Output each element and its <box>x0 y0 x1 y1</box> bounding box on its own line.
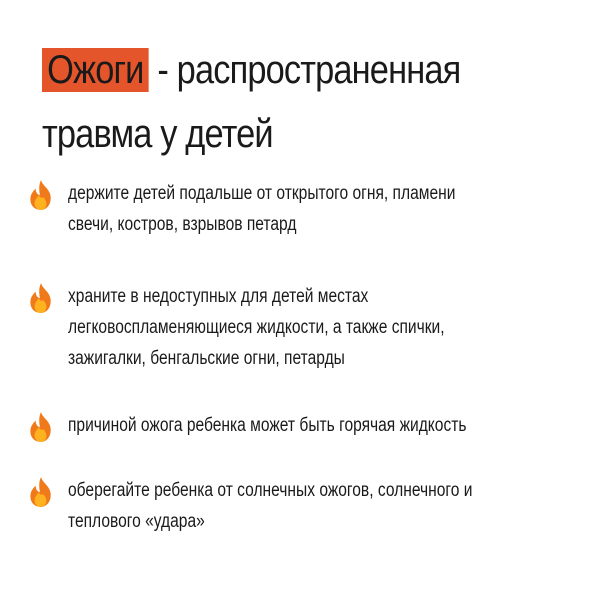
bullet-line: зажигалки, бенгальские огни, петарды <box>68 348 345 369</box>
fire-icon <box>24 178 58 212</box>
bullet-item <box>24 410 584 444</box>
fire-icon <box>24 410 58 444</box>
bullet-item <box>24 281 584 374</box>
page-title <box>42 38 506 166</box>
title-line-1 <box>42 38 506 102</box>
bullet-text <box>68 475 491 537</box>
bullet-text <box>68 178 491 240</box>
fire-icon <box>24 281 58 315</box>
title-rest: - распространенная <box>148 48 461 92</box>
bullet-line: легковоспламеняющиеся жидкости, а также спички, <box>68 317 445 338</box>
bullet-text <box>68 410 491 441</box>
bullet-line: свечи, костров, взрывов петард <box>68 214 297 235</box>
bullet-line: теплового «удара» <box>68 511 205 532</box>
bullet-item <box>24 475 584 537</box>
bullet-line: причиной ожога ребенка может быть горячая жидкость <box>68 415 467 436</box>
bullet-text <box>68 281 491 374</box>
fire-icon <box>24 475 58 509</box>
bullet-item <box>24 178 584 240</box>
bullet-line: держите детей подальше от открытого огня, пламени <box>68 183 456 204</box>
title-highlight: Ожоги <box>42 48 149 92</box>
bullet-line: оберегайте ребенка от солнечных ожогов, солнечного и <box>68 480 473 501</box>
bullet-line: храните в недоступных для детей местах <box>68 286 369 307</box>
title-line-2: травма у детей <box>42 112 273 156</box>
